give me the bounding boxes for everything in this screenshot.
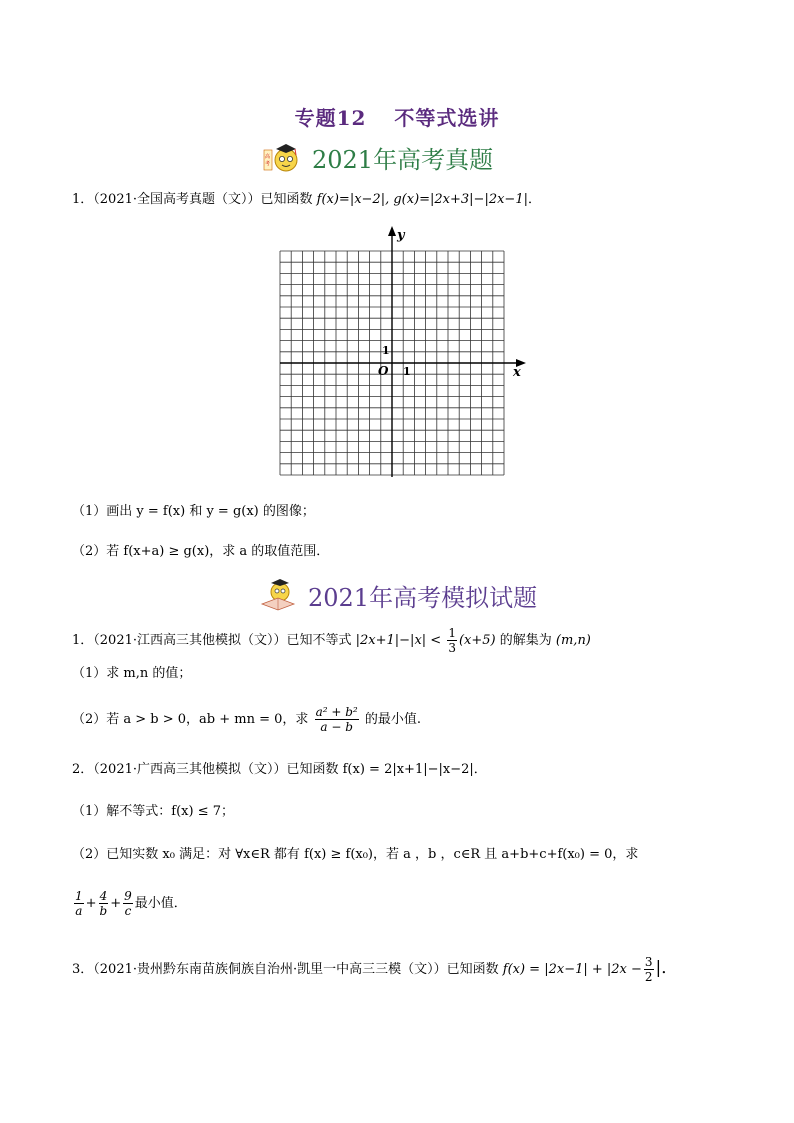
graduate-mascot-icon [262,140,302,174]
fraction-denominator: b [99,904,108,918]
part-2-ask: 的最小值. [364,712,421,727]
question-1-prefix: 1．（2021·全国高考真题（文））已知函数 [72,192,313,207]
fraction-expression [315,705,359,734]
origin-label: O [378,364,389,378]
fraction-numerator: 4 [99,889,108,903]
mock-question-2-part-1: （1）解不等式：f(x) ≤ 7； [72,804,234,819]
question-1-stem [72,190,541,210]
y-axis-arrow [388,226,396,236]
mock-question-3-prefix: 3．（2021·贵州黔东南苗族侗族自治州·凯里一中高三三模（文））已知函数 [72,962,499,977]
fraction-numerator: 3 [644,955,653,969]
fraction-4-over-b [99,889,109,918]
reading-mascot-icon [258,578,298,612]
mock-question-2-fractions: $\frac{1}{a}$ + $\frac{4}{b}$ + $\frac{9}{c}$ 最小值． [75,889,187,918]
title-topic-number: 专题12 [294,106,367,130]
fraction-denominator: 2 [644,970,653,984]
mock-question-1-prefix: 1．（2021·江西高三其他模拟（文））已知不等式 [72,633,352,648]
y-tick-label: 1 [382,344,390,357]
mock-question-3-stem [72,950,678,988]
fraction-denominator: c [124,904,132,918]
section-heading-mock-exam [258,578,537,612]
mock-question-1-part-2 [72,702,421,738]
y-axis-label: y [397,228,405,243]
fraction-denominator: 3 [448,641,456,655]
mock-question-1-part-1: （1）求 m,n 的值； [72,666,192,681]
fraction-3-over-2 [644,955,654,984]
svg-text:高: 高 [265,154,271,160]
fraction-9-over-c [123,889,133,918]
function-left: f(x) = |2x−1| + |2x − [502,962,642,977]
fraction-numerator: a² + b² [315,705,358,719]
mock-question-1-stem [72,626,591,656]
x-tick-label: 1 [403,365,411,378]
section-heading-text: 2021年高考真题 [312,145,494,174]
x-axis-label: x [513,365,521,380]
coordinate-grid [270,222,530,484]
solution-set-text: 的解集为 [499,633,552,648]
fraction-numerator: 1 [448,626,456,640]
mock-question-2-part-2: （2）已知实数 x₀ 满足：对 ∀x∈R 都有 f(x) ≥ f(x₀)，若 a ，b ，c∈R 且 a+b+c+f(x₀) = 0，求 [72,847,639,862]
part-2-condition: （2）若 a > b > 0，ab + mn = 0，求 [72,712,309,727]
fraction-denominator: a − b [320,720,353,734]
question-1-part-1: （1）画出 y = f(x) 和 y = g(x) 的图像； [72,504,315,519]
section-heading-real-exam [262,140,493,174]
inequality-right: (x+5) [458,633,496,648]
question-1-functions: f(x)=|x−2|, g(x)=|2x+3|−|2x−1| [316,192,528,207]
page-title [0,102,794,131]
fraction-numerator: 1 [75,889,83,903]
fraction-denominator: a [75,904,83,918]
title-topic-name: 不等式选讲 [394,106,500,130]
solution-set: (m,n) [555,633,591,648]
question-1-end: ． [527,192,541,207]
function-right: |． [655,958,679,978]
fraction-numerator: 9 [124,889,132,903]
minimum-ask: 最小值． [134,896,187,911]
svg-text:考: 考 [265,161,271,167]
fraction-one-third [447,626,457,655]
inequality-left: |2x+1|−|x| < [355,633,442,648]
question-1-part-2: （2）若 f(x+a) ≥ g(x)，求 a 的取值范围． [72,544,330,559]
section-heading-text: 2021年高考模拟试题 [308,583,538,612]
mock-question-2-stem: 2．（2021·广西高三其他模拟（文））已知函数 f(x) = 2|x+1|−|x−2|． [72,762,487,777]
fraction-1-over-a [74,889,84,918]
